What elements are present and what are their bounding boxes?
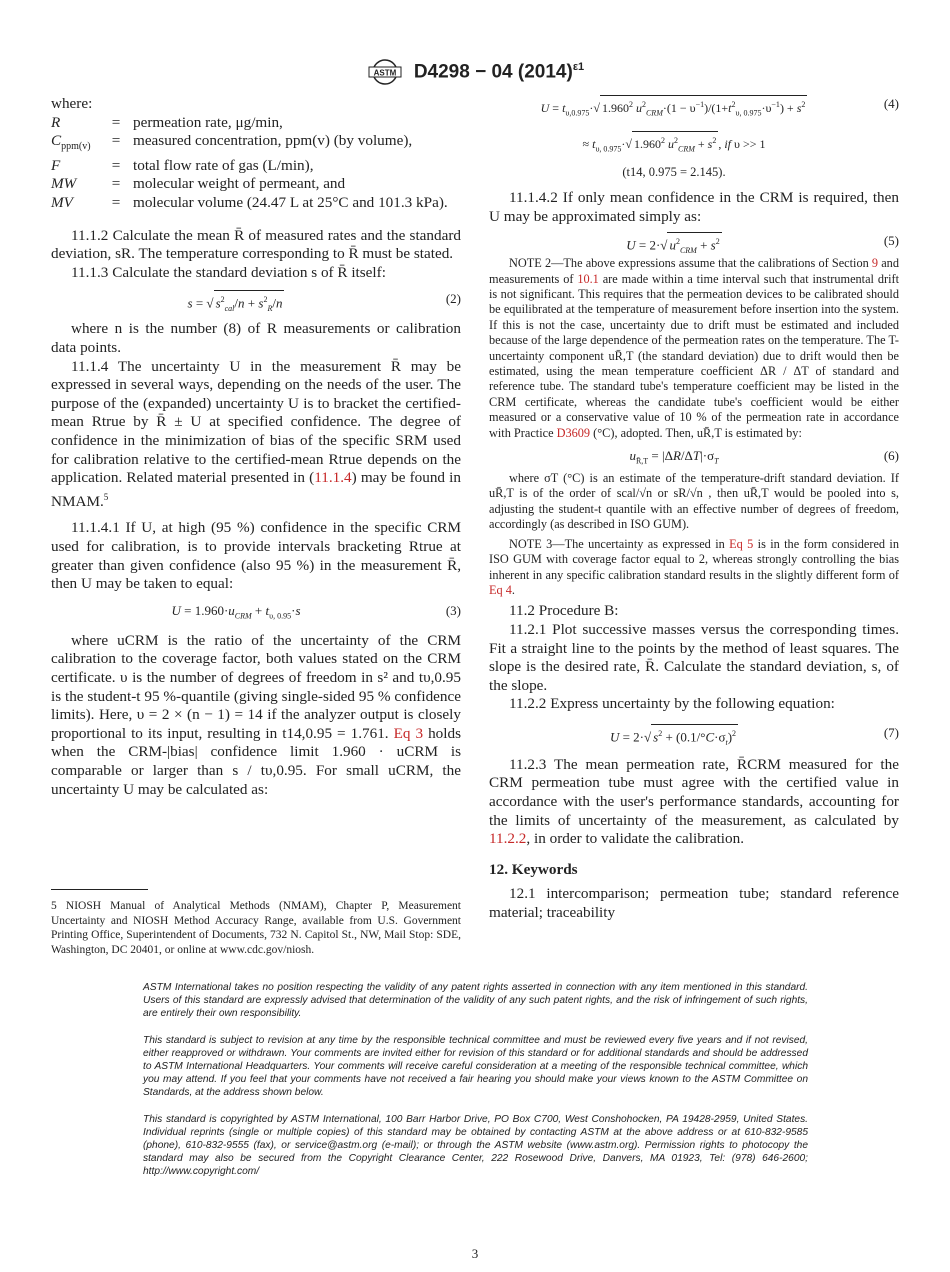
revision-notice: This standard is subject to revision at any time by the responsible technical committee and must be reviewed every five years and if not revised, either reapproved or withdrawn. Your comments are invited either for revision of this standard or for additional standards and should be addressed to ASTM International Headquarters. Your comments will receive careful consideration at a meeting of the responsible technical committee, which you may attend. If you feel that your comments have not received a fair hearing you should make your views known to the ASTM Committee on Standards, at the address shown below. (143, 1034, 808, 1099)
copyright-notice: This standard is copyrighted by ASTM International, 100 Barr Harbor Drive, PO Box C700, West Conshohocken, PA 19428-2959, United States. Individual reprints (single or multiple copies) of this standard may be obtained by contacting ASTM at the above address or at 610-832-9585 (phone), 610-832-9555 (fax), or service@astm.org (e-mail); or through the ASTM website (www.astm.org). Permission rights to photocopy the standard may also be secured from the Copyright Clearance Center, 222 Rosewood Drive, Danvers, MA 01923, Tel: (978) 646-2600; http://www.copyright.com/ (143, 1113, 808, 1178)
para-where-n: where n is the number (8) of R measurements or calibration data points. (51, 320, 461, 356)
equation-link[interactable]: Eq 5 (729, 536, 754, 551)
t-value: (t14, 0.975 = 2.145). (622, 165, 726, 179)
definitions-table (51, 114, 461, 213)
def-row: MV = molecular volume (24.47 L at 25°C and 101.3 kPa). (51, 194, 448, 211)
equation-link[interactable]: Eq 4 (489, 582, 512, 597)
para-11-1-4-2: 11.1.4.2 If only mean confidence in the CRM is required, then U may be approximated simply as: (489, 189, 899, 225)
section-link[interactable]: 11.2.2 (489, 830, 527, 848)
equation-7: U = 2·√ $s^2 + (0.1/^\circ C\cdot\sigma_t)^2$ (7) (489, 724, 899, 746)
def-row: MW = molecular weight of permeant, and (51, 175, 346, 193)
footnote-rule (51, 889, 148, 890)
svg-text:ASTM: ASTM (373, 68, 397, 78)
equation-number: (2) (445, 291, 461, 307)
patent-notice: ASTM International takes no position respecting the validity of any patent rights asserted in connection with any item mentioned in this standard. Users of this standard are expressly advised that determination of the validity of any such patent rights, and the risk of infringement of such rights, are entirely their own responsibility. (143, 982, 808, 1020)
equation-number: (5) (883, 233, 899, 249)
para-11-2-1: 11.2.1 Plot successive masses versus the corresponding times. Fit a straight line to the points by the method of least squares. The slope is the desired rate, R̄. Calculate the standard deviation, s, of the slope. (489, 620, 899, 694)
para-11-2-3: 11.2.3 The mean permeation rate, R̄CRM measured for the CRM permeation tube must agree with the certified value in accordance with the user's performance standards, accounting for the limits of uncertainty of the measurement, as calculated by 11.2.2, in order to validate the calibration. (489, 755, 899, 848)
equation-number: (6) (883, 448, 899, 464)
section-link[interactable]: 11.1.4 (314, 469, 352, 487)
equation-2: s = √ $s^2_{cal}/n + s^2_R/n$ (2) (51, 290, 461, 312)
note-2: NOTE 2—The above expressions assume that the calibrations of Section 9 and measurements of 10.1 are made within a time interval such that instrumental drift is not significant. This requires that the permeation devices to be calibrated should be equilibrated at the temperature of measurement before insertion into the system. If this is not the case, uncertainty due to drift must be estimated and included because of the large dependence of the permeation rates on the temperature. The T-uncertainty component uR̄,T (the standard deviation) due to drift would then be estimated, using the mean temperature coefficient ΔR / ΔT of standard and reference tube. The standard tube's temperature coefficient may be listed in the CRM certificate, whereas the candidate tube's coefficient would be either measured or a conservative value of 10 % of the permeation rate in accordance with Practice D3609 (°C), adopted. Then, uR̄,T is estimated by: (489, 256, 899, 440)
equation-number: (7) (883, 724, 899, 740)
right-column (489, 95, 899, 923)
astm-logo-icon (366, 58, 404, 86)
page-number: 3 (471, 1246, 479, 1261)
heading-11-2: 11.2 Procedure B: (509, 602, 619, 620)
section-link[interactable]: 9 (871, 256, 879, 271)
para-12-1: 12.1 intercomparison; permeation tube; standard reference material; traceability (489, 885, 899, 922)
equation-5: U = 2·√ $u^2_{CRM} + s^2$ (5) (489, 232, 899, 254)
document-designation: D4298 − 04 $(2014)^{\varepsilon 1}$ (413, 60, 585, 83)
practice-link[interactable]: D3609 (556, 425, 591, 440)
footnote: 5 NIOSH Manual of Analytical Methods (NMAM), Chapter P, Measurement Uncertainty and NIOSH Method Accuracy Range, available from U.S. Government Printing Office, Superintendent of Documents, 732 N. Capitol St., NW, Mail Stop: SDE, Washington, DC 20401, or online at www.cdc.gov/niosh. (51, 900, 461, 956)
def-row: F = total flow rate of gas (L/min), (51, 156, 314, 174)
equation-4-approx: ≈ $t_{\upsilon, 0.975}\cdot√$ 1.960$^2$ $u^2_{CRM} + s^2$ , if υ >> 1 (489, 131, 899, 153)
section-link[interactable]: 10.1 (577, 271, 599, 286)
para-11-1-4-1: 11.1.4.1 If U, at high (95 %) confidence in the specific CRM used for calibration, is to provide intervals bracketing Rtrue at greater than given confidence (also 95 %) in the measurement R̄, then U may be taken to equal: (51, 519, 461, 593)
heading-keywords: 12. Keywords (489, 860, 578, 878)
para-11-1-4: 11.1.4 The uncertainty U in the measurement R̄ may be expressed in several ways, depending on the needs of the user. The purpose of the (expanded) uncertainty U is to bracket the certified-mean Rtrue by R̄ ± U at specified confidence. The degree of confidence in the minimization of bias of the specific SRM used for calibration relative to the certified-mean Rtrue depends on the application. Related material presented in (11.1.4) may be found in NMAM.$^5$ (51, 357, 461, 510)
left-column (51, 95, 461, 799)
def-row: R = permeation rate, μg/min, (51, 113, 283, 131)
para-11-1-3: 11.1.3 Calculate the standard deviation s of R̄ itself: (71, 263, 386, 281)
para-where-sigma: where σT (°C) is an estimate of the temperature-drift standard deviation. If uR̄,T is of the order of scal/√n or sR/√n , then uR̄,T would be pooled into s, adjusting the student-t quantile with an effective number of degrees of freedom, accordingly (as described in ISO GUM). (489, 471, 899, 532)
equation-3: $U = 1.960\cdot u_{CRM} + t_{\upsilon, 0.95}\cdot s$ (3) (171, 602, 461, 621)
equation-link[interactable]: Eq 3 (393, 724, 424, 742)
footnote-ref[interactable]: 5 (103, 491, 109, 502)
para-11-2-2: 11.2.2 Express uncertainty by the following equation: (509, 695, 835, 713)
where-label: where: (51, 95, 93, 112)
def-row: $C_{ppm(v)}$ = measured concentration, ppm(v) (by volume), (51, 132, 413, 153)
legal-footer (143, 981, 808, 1192)
para-where-u: where uCRM is the ratio of the uncertainty of the CRM calibration to the coverage factor, both values stated on the CRM certificate. υ is the number of degrees of freedom in s² and tυ,0.95 is the student-t 95 %-quantile (giving single-sided 95 % confidence limits). Here, υ = 2 × (n − 1) = 14 if the analyzer output is closely proportional to its input, resulting in t14,0.95 = 1.761. Eq 3 holds when the CRM-|bias| confidence limit 1.960 · uCRM is comparable or larger than s / tυ,0.95. For small uCRM, the uncertainty U may be calculated as: (51, 631, 461, 798)
equation-6: $u_{R̄,T} = |\Delta R/\Delta T|\cdot\sigma_T$ (6) (629, 448, 899, 466)
page-header (0, 58, 950, 86)
note-3: NOTE 3—The uncertainty as expressed in Eq 5 is in the form considered in ISO GUM with coverage factor equal to 2, whereas strongly controlling the bias inherent in any specific calibration standard results in the slightly different form of Eq 4. (489, 536, 899, 597)
equation-number: (4) (883, 96, 899, 111)
equation-number: (3) (445, 602, 461, 618)
equation-4: $U = t_{\upsilon,0.975}\cdot√$ 1.960$^2$ $u^2_{CRM}\cdot(1 - \upsilon^{-1})/(1+t^2_{\upsilon, 0.975}\cdot\upsilon^{-1}) + s^2$ (4) (489, 95, 899, 121)
para-11-1-2: 11.1.2 Calculate the mean R̄ of measured rates and the standard deviation, sR. The temperature corresponding to R̄ must be stated. (51, 226, 461, 263)
